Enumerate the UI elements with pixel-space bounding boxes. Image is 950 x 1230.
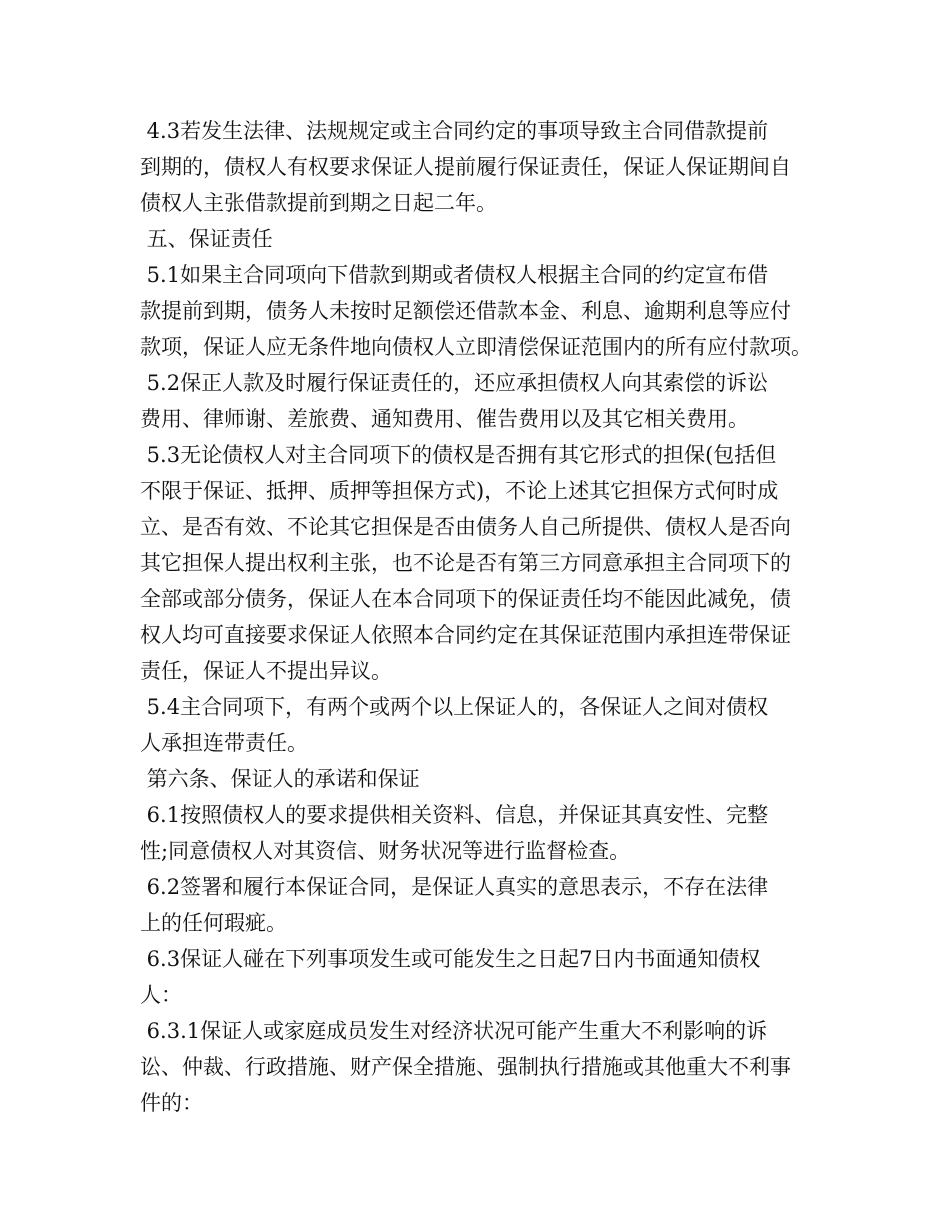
clause-6-3-1-line-3: 件的： (140, 1091, 203, 1115)
clause-6-1-line-2: 性;同意债权人对其资信、财务状况等进行监督检查。 (140, 839, 631, 863)
clause-5-2-line-2: 费用、律师谢、差旅费、通知费用、催告费用以及其它相关费用。 (140, 407, 749, 431)
clause-6-2-line-2: 上的任何瑕疵。 (140, 911, 287, 935)
clause-4-3-line-1: 4.3若发生法律、法规规定或主合同约定的事项导致主合同借款提前 (140, 119, 769, 143)
clause-5-3-line-5: 全部或部分债务，保证人在本合同项下的保证责任均不能因此减免，债 (140, 587, 791, 611)
document-body (140, 113, 830, 1121)
clause-5-3-line-4: 其它担保人提出权利主张，也不论是否有第三方同意承担主合同项下的 (140, 551, 791, 575)
clause-6-1-line-1: 6.1按照债权人的要求提供相关资料、信息，并保证其真安性、完整 (140, 803, 769, 827)
clause-6-3-1-line-1: 6.3.1保证人或家庭成员发生对经济状况可能产生重大不利影响的诉 (140, 1019, 768, 1043)
clause-6-3-1-line-2: 讼、仲裁、行政措施、财产保全措施、强制执行措施或其他重大不利事 (140, 1055, 791, 1079)
section-6-heading: 第六条、保证人的承诺和保证 (140, 767, 420, 791)
clause-6-3-line-2: 人： (140, 983, 182, 1007)
clause-5-2-line-1: 5.2保正人款及时履行保证责任的，还应承担债权人向其索偿的诉讼 (140, 371, 769, 395)
clause-6-3-line-1: 6.3保证人碰在下列事项发生或可能发生之日起7日内书面通知债权 (140, 947, 761, 971)
clause-5-3-line-6: 权人均可直接要求保证人依照本合同约定在其保证范围内承担连带保证 (140, 623, 791, 647)
clause-5-3-line-2: 不限于保证、抵押、质押等担保方式)，不论上述其它担保方式何时成 (140, 479, 779, 503)
clause-4-3-line-3: 债权人主张借款提前到期之日起二年。 (140, 191, 497, 215)
clause-5-4-line-2: 人承担连带责任。 (140, 731, 308, 755)
clause-5-1-line-3: 款项，保证人应无条件地向债权人立即清偿保证范围内的所有应付款项。 (140, 335, 812, 359)
clause-5-3-line-3: 立、是否有效、不论其它担保是否由债务人自己所提供、债权人是否向 (140, 515, 791, 539)
clause-6-2-line-1: 6.2签署和履行本保证合同，是保证人真实的意思表示，不存在法律 (140, 875, 769, 899)
clause-4-3-line-2: 到期的，债权人有权要求保证人提前履行保证责任，保证人保证期间自 (140, 155, 791, 179)
clause-5-3-line-7: 责任，保证人不提出异议。 (140, 659, 392, 683)
clause-5-1-line-2: 款提前到期，债务人未按时足额偿还借款本金、利息、逾期利息等应付 (140, 299, 791, 323)
clause-5-1-line-1: 5.1如果主合同项向下借款到期或者债权人根据主合同的约定宣布借 (140, 263, 769, 287)
clause-5-4-line-1: 5.4主合同项下，有两个或两个以上保证人的，各保证人之间对债权 (140, 695, 769, 719)
clause-5-3-line-1: 5.3无论债权人对主合同项下的债权是否拥有其它形式的担保(包括但 (140, 443, 777, 467)
section-5-heading: 五、保证责任 (140, 227, 273, 251)
